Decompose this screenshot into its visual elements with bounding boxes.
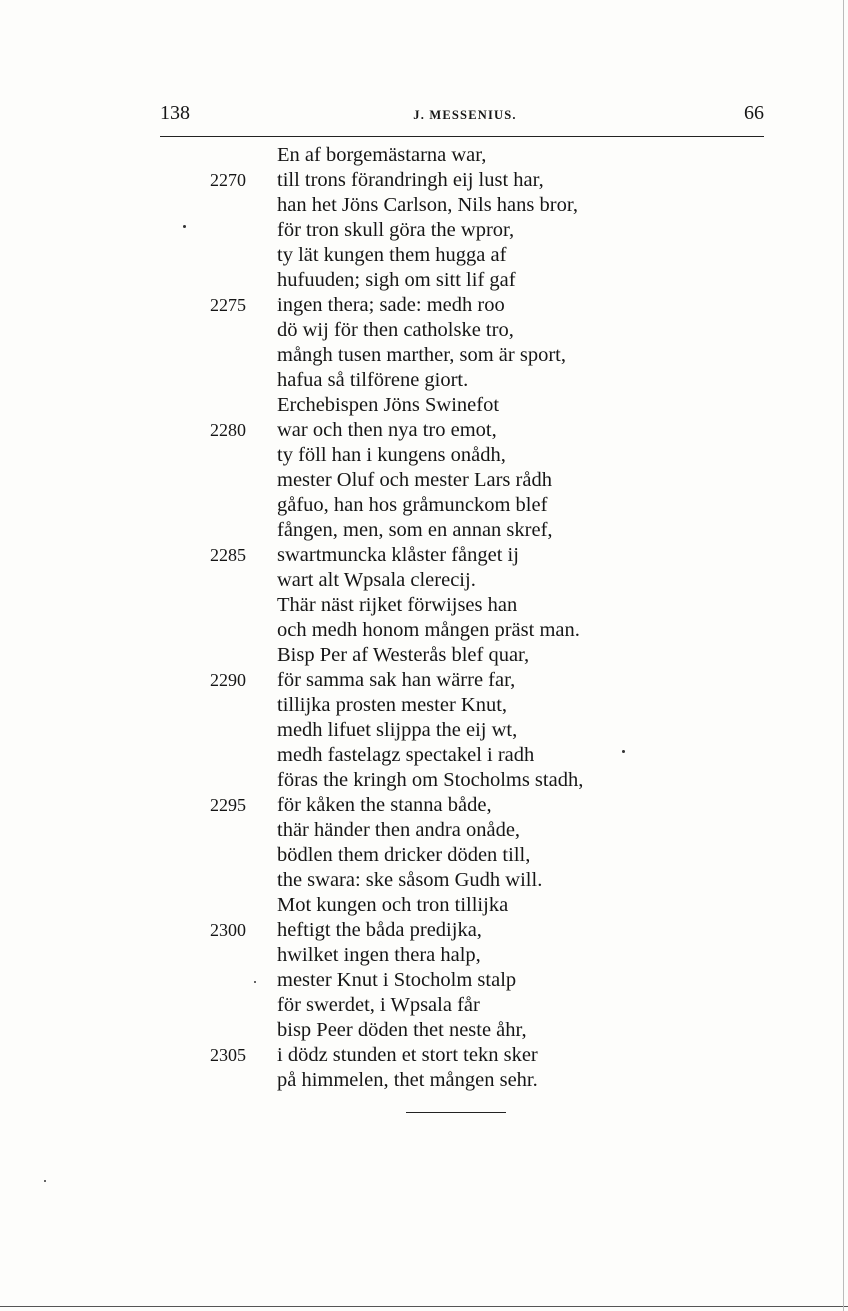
line-text: till trons förandringh eij lust har,: [277, 169, 544, 191]
line-number: 2275: [210, 295, 246, 315]
verse-line: [0, 168, 848, 193]
verse-line: [0, 718, 848, 743]
line-text: medh fastelagz spectakel i radh: [277, 744, 535, 766]
verse-line: [0, 393, 848, 418]
verse-line: [0, 468, 848, 493]
line-text: gåfuo, han hos gråmunckom blef: [277, 494, 548, 516]
line-number: 2270: [210, 170, 246, 190]
line-text: ingen thera; sade: medh roo: [277, 294, 505, 316]
line-text: ty föll han i kungens onådh,: [277, 444, 506, 466]
page-right-edge: [843, 0, 844, 1311]
running-head: [160, 108, 764, 123]
line-text: tillijka prosten mester Knut,: [277, 694, 508, 716]
line-number: 2280: [210, 420, 246, 440]
line-text: föras the kringh om Stocholms stadh,: [277, 769, 584, 791]
verse-line: [0, 543, 848, 568]
line-text: ty lät kungen them hugga af: [277, 244, 507, 266]
line-text: Bisp Per af Westerås blef quar,: [277, 644, 530, 666]
verse-line: [0, 643, 848, 668]
verse-line: [0, 518, 848, 543]
ink-speck: [183, 225, 186, 228]
line-text: the swara: ske såsom Gudh will.: [277, 869, 543, 891]
line-text: medh lifuet slijppa the eij wt,: [277, 719, 518, 741]
line-text: bödlen them dricker döden till,: [277, 844, 531, 866]
line-text: på himmelen, thet mången sehr.: [277, 1069, 538, 1091]
line-text: heftigt the båda predijka,: [277, 919, 482, 941]
verse-line: [0, 1068, 848, 1093]
line-text: Erchebispen Jöns Swinefot: [277, 394, 500, 416]
line-text: war och then nya tro emot,: [277, 419, 497, 441]
verse-line: [0, 1018, 848, 1043]
verse-line: [0, 343, 848, 368]
line-number: 2305: [210, 1045, 246, 1065]
line-text: dö wij för then catholske tro,: [277, 319, 514, 341]
line-text: hwilket ingen thera halp,: [277, 944, 481, 966]
verse-line: [0, 1043, 848, 1068]
verse-line: [0, 743, 848, 768]
line-text: hufuuden; sigh om sitt lif gaf: [277, 269, 516, 291]
ink-speck: [44, 1180, 46, 1182]
line-text: thär händer then andra onåde,: [277, 819, 521, 841]
verse-line: [0, 293, 848, 318]
verse-line: [0, 143, 848, 168]
line-text: bisp Peer döden thet neste åhr,: [277, 1019, 527, 1041]
ink-speck: [254, 981, 256, 983]
verse-line: [0, 843, 848, 868]
verse-line: [0, 768, 848, 793]
line-number: 2290: [210, 670, 246, 690]
line-text: En af borgemästarna war,: [277, 144, 487, 166]
line-text: wart alt Wpsala clerecij.: [277, 569, 476, 591]
verse-line: [0, 618, 848, 643]
line-text: fången, men, som en annan skref,: [277, 519, 553, 541]
verse-line: [0, 818, 848, 843]
verse-line: [0, 893, 848, 918]
ink-speck: [622, 750, 625, 753]
verse-line: [0, 268, 848, 293]
line-text: Mot kungen och tron tillijka: [277, 894, 509, 916]
verse-line: [0, 993, 848, 1018]
line-number: 2300: [210, 920, 246, 940]
verse-line: [0, 418, 848, 443]
page-header: [160, 102, 764, 132]
verse-line: [0, 443, 848, 468]
verse-line: [0, 193, 848, 218]
page-bottom-edge: [0, 1306, 848, 1307]
verse-line: [0, 918, 848, 943]
verse-line: [0, 368, 848, 393]
line-text: han het Jöns Carlson, Nils hans bror,: [277, 194, 578, 216]
section-number: 66: [744, 102, 764, 124]
running-head-text: J. MESSENIUS.: [413, 108, 517, 122]
line-text: för samma sak han wärre far,: [277, 669, 516, 691]
line-text: mester Knut i Stocholm stalp: [277, 969, 517, 991]
line-text: mester Oluf och mester Lars rådh: [277, 469, 552, 491]
verse-line: [0, 318, 848, 343]
verse-line: [0, 868, 848, 893]
verse-line: [0, 568, 848, 593]
line-text: mångh tusen marther, som är sport,: [277, 344, 566, 366]
verse-line: [0, 668, 848, 693]
line-text: för swerdet, i Wpsala får: [277, 994, 480, 1016]
line-text: för kåken the stanna både,: [277, 794, 492, 816]
header-rule: [160, 136, 764, 137]
line-text: för tron skull göra the wpror,: [277, 219, 515, 241]
verse-line: [0, 943, 848, 968]
line-number: 2285: [210, 545, 246, 565]
verse-line: [0, 968, 848, 993]
verse-block: [0, 143, 848, 1093]
line-text: Thär näst rijket förwijses han: [277, 594, 518, 616]
verse-line: [0, 218, 848, 243]
line-text: swartmuncka klåster fånget ij: [277, 544, 519, 566]
verse-line: [0, 693, 848, 718]
line-text: hafua så tilförene giort.: [277, 369, 469, 391]
verse-line: [0, 493, 848, 518]
verse-line: [0, 243, 848, 268]
verse-line: [0, 593, 848, 618]
verse-line: [0, 793, 848, 818]
line-text: och medh honom mången präst man.: [277, 619, 580, 641]
end-rule: [406, 1112, 506, 1113]
line-number: 2295: [210, 795, 246, 815]
page-number: 138: [160, 102, 190, 124]
line-text: i dödz stunden et stort tekn sker: [277, 1044, 538, 1066]
